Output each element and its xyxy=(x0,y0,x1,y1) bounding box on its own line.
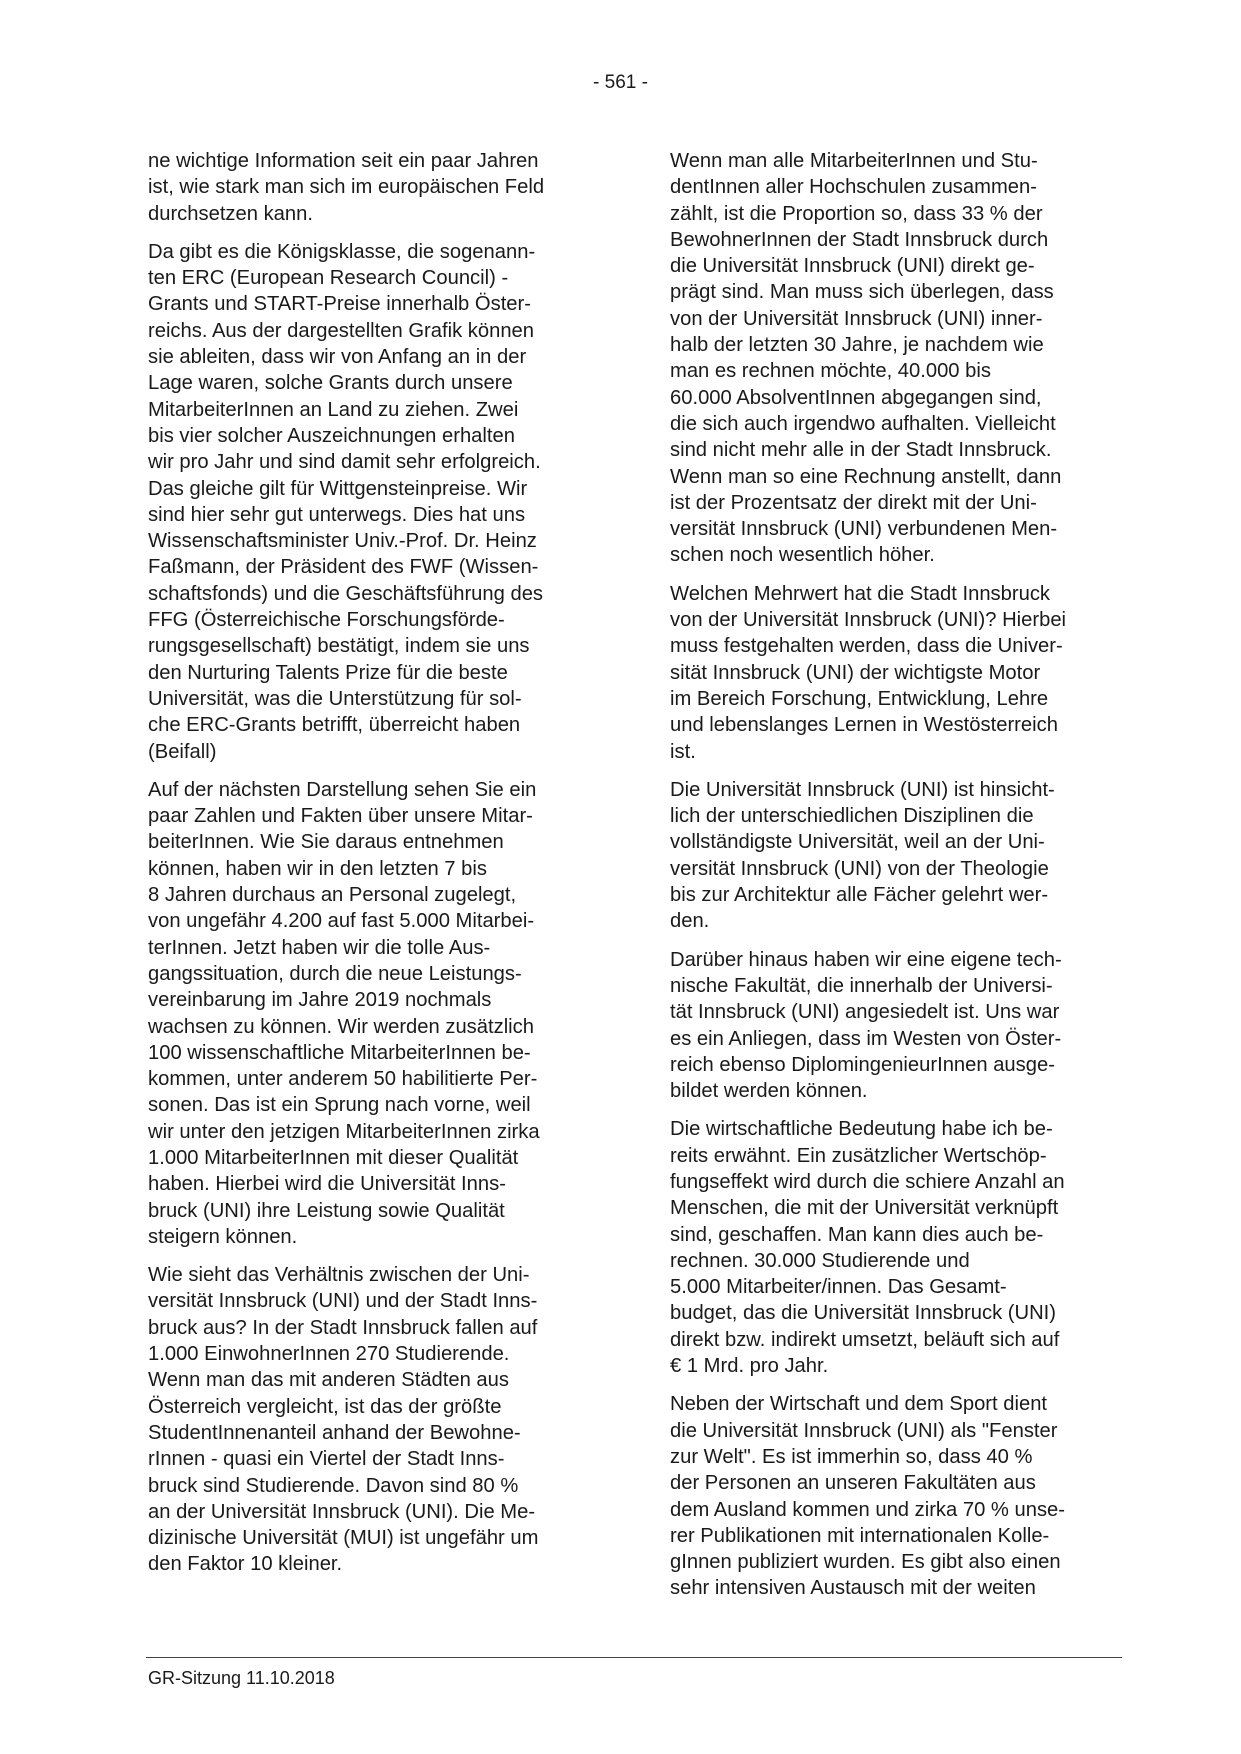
right-column xyxy=(670,148,1110,1614)
paragraph: Darüber hinaus haben wir eine eigene tech- nische Fakultät, die innerhalb der Universi- tät Innsbruck (UNI) angesiedelt ist. Uns war es ein Anliegen, dass im Westen von Öster- reich ebenso DiplomingenieurInnen ausge- bildet werden können. xyxy=(670,948,1062,1103)
paragraph: ne wichtige Information seit ein paar Jahren ist, wie stark man sich im europäischen Feld durchsetzen kann. xyxy=(148,150,545,225)
paragraph: Die wirtschaftliche Bedeutung habe ich be- reits erwähnt. Ein zusätzlicher Wertschöp- fungseffekt wird durch die schiere Anzahl an Menschen, die mit der Universität verknüpft sind, geschaffen. Man kann dies auch be- rechnen. 30.000 Studierende und 5.000 Mitarbeiter/innen. Das Gesamt- budget, das die Universität Innsbruck (UNI) direkt bzw. indirekt umsetzt, beläuft sich auf € 1 Mrd. pro Jahr. xyxy=(670,1118,1065,1378)
paragraph: Da gibt es die Königsklasse, die sogenann- ten ERC (European Research Council) - Grants und START-Preise innerhalb Öster- reichs. Aus der dargestellten Grafik können sie ableiten, dass wir von Anfang an in der Lage waren, solche Grants durch unsere MitarbeiterInnen an Land zu ziehen. Zwei bis vier solcher Auszeichnungen erhalten wir pro Jahr und sind damit sehr erfolgreich. Das gleiche gilt für Wittgensteinpreise. Wir sind hier sehr gut unterwegs. Dies hat uns Wissenschaftsminister Univ.-Prof. Dr. Heinz Faßmann, der Präsident des FWF (Wissen- schaftsfonds) und die Geschäftsführung des FFG (Österreichische Forschungsförde- rungsgesellschaft) bestätigt, indem sie uns den Nurturing Talents Prize für die beste Universität, was die Unterstützung für sol- che ERC-Grants betrifft, überreicht haben (Beifall) xyxy=(148,240,544,763)
paragraph: Welchen Mehrwert hat die Stadt Innsbruck von der Universität Innsbruck (UNI)? Hierbei muss festgehalten werden, dass die Univer- sität Innsbruck (UNI) der wichtigste Motor im Bereich Forschung, Entwicklung, Lehre und lebenslanges Lernen in Westösterreich ist. xyxy=(670,582,1067,763)
page-number: - 561 - xyxy=(593,72,648,93)
paragraph: Wenn man alle MitarbeiterInnen und Stu- dentInnen aller Hochschulen zusammen- zählt, ist die Proportion so, dass 33 % der BewohnerInnen der Stadt Innsbruck durch die Universität Innsbruck (UNI) direkt ge- prägt sind. Man muss sich überlegen, dass von der Universität Innsbruck (UNI) inner- halb der letzten 30 Jahre, je nachdem wie man es rechnen möchte, 40.000 bis 60.000 AbsolventInnen abgegangen sind, die sich auch irgendwo aufhalten. Vielleicht sind nicht mehr alle in der Stadt Innsbruck. Wenn man so eine Rechnung anstellt, dann ist der Prozentsatz der direkt mit der Uni- versität Innsbruck (UNI) verbundenen Men- schen noch wesentlich höher. xyxy=(670,150,1062,567)
paragraph: Neben der Wirtschaft und dem Sport dient die Universität Innsbruck (UNI) als "Fenster zur Welt". Es ist immerhin so, dass 40 % der Personen an unseren Fakultäten aus dem Ausland kommen und zirka 70 % unse- rer Publikationen mit internationalen Kolle- gInnen publiziert wurden. Es gibt also einen sehr intensiven Austausch mit der weiten xyxy=(670,1393,1065,1600)
left-column xyxy=(148,148,588,1590)
footer-divider xyxy=(146,1657,1122,1658)
footer-session-date: GR-Sitzung 11.10.2018 xyxy=(148,1668,335,1688)
paragraph: Auf der nächsten Darstellung sehen Sie ein paar Zahlen und Fakten über unsere Mitar- beiterInnen. Wie Sie daraus entnehmen können, haben wir in den letzten 7 bis 8 Jahren durchaus an Personal zugelegt, von ungefähr 4.200 auf fast 5.000 Mitarbei- terInnen. Jetzt haben wir die tolle Aus- gangssituation, durch die neue Leistungs- vereinbarung im Jahre 2019 nochmals wachsen zu können. Wir werden zusätzlich 100 wissenschaftliche MitarbeiterInnen be- kommen, unter anderem 50 habilitierte Per- sonen. Das ist ein Sprung nach vorne, weil wir unter den jetzigen MitarbeiterInnen zirka 1.000 MitarbeiterInnen mit dieser Qualität haben. Hierbei wird die Universität Inns- bruck (UNI) ihre Leistung sowie Qualität steigern können. xyxy=(148,778,540,1248)
paragraph: Wie sieht das Verhältnis zwischen der Uni- versität Innsbruck (UNI) und der Stadt Inns- bruck aus? In der Stadt Innsbruck fallen auf 1.000 EinwohnerInnen 270 Studierende. Wenn man das mit anderen Städten aus Österreich vergleicht, ist das der größte StudentInnenanteil anhand der Bewohne- rInnen - quasi ein Viertel der Stadt Inns- bruck sind Studierende. Davon sind 80 % an der Universität Innsbruck (UNI). Die Me- dizinische Universität (MUI) ist ungefähr um den Faktor 10 kleiner. xyxy=(148,1264,539,1576)
paragraph: Die Universität Innsbruck (UNI) ist hinsicht- lich der unterschiedlichen Disziplinen die vollständigste Universität, weil an der Uni- versität Innsbruck (UNI) von der Theologie bis zur Architektur alle Fächer gelehrt wer- den. xyxy=(670,778,1055,933)
